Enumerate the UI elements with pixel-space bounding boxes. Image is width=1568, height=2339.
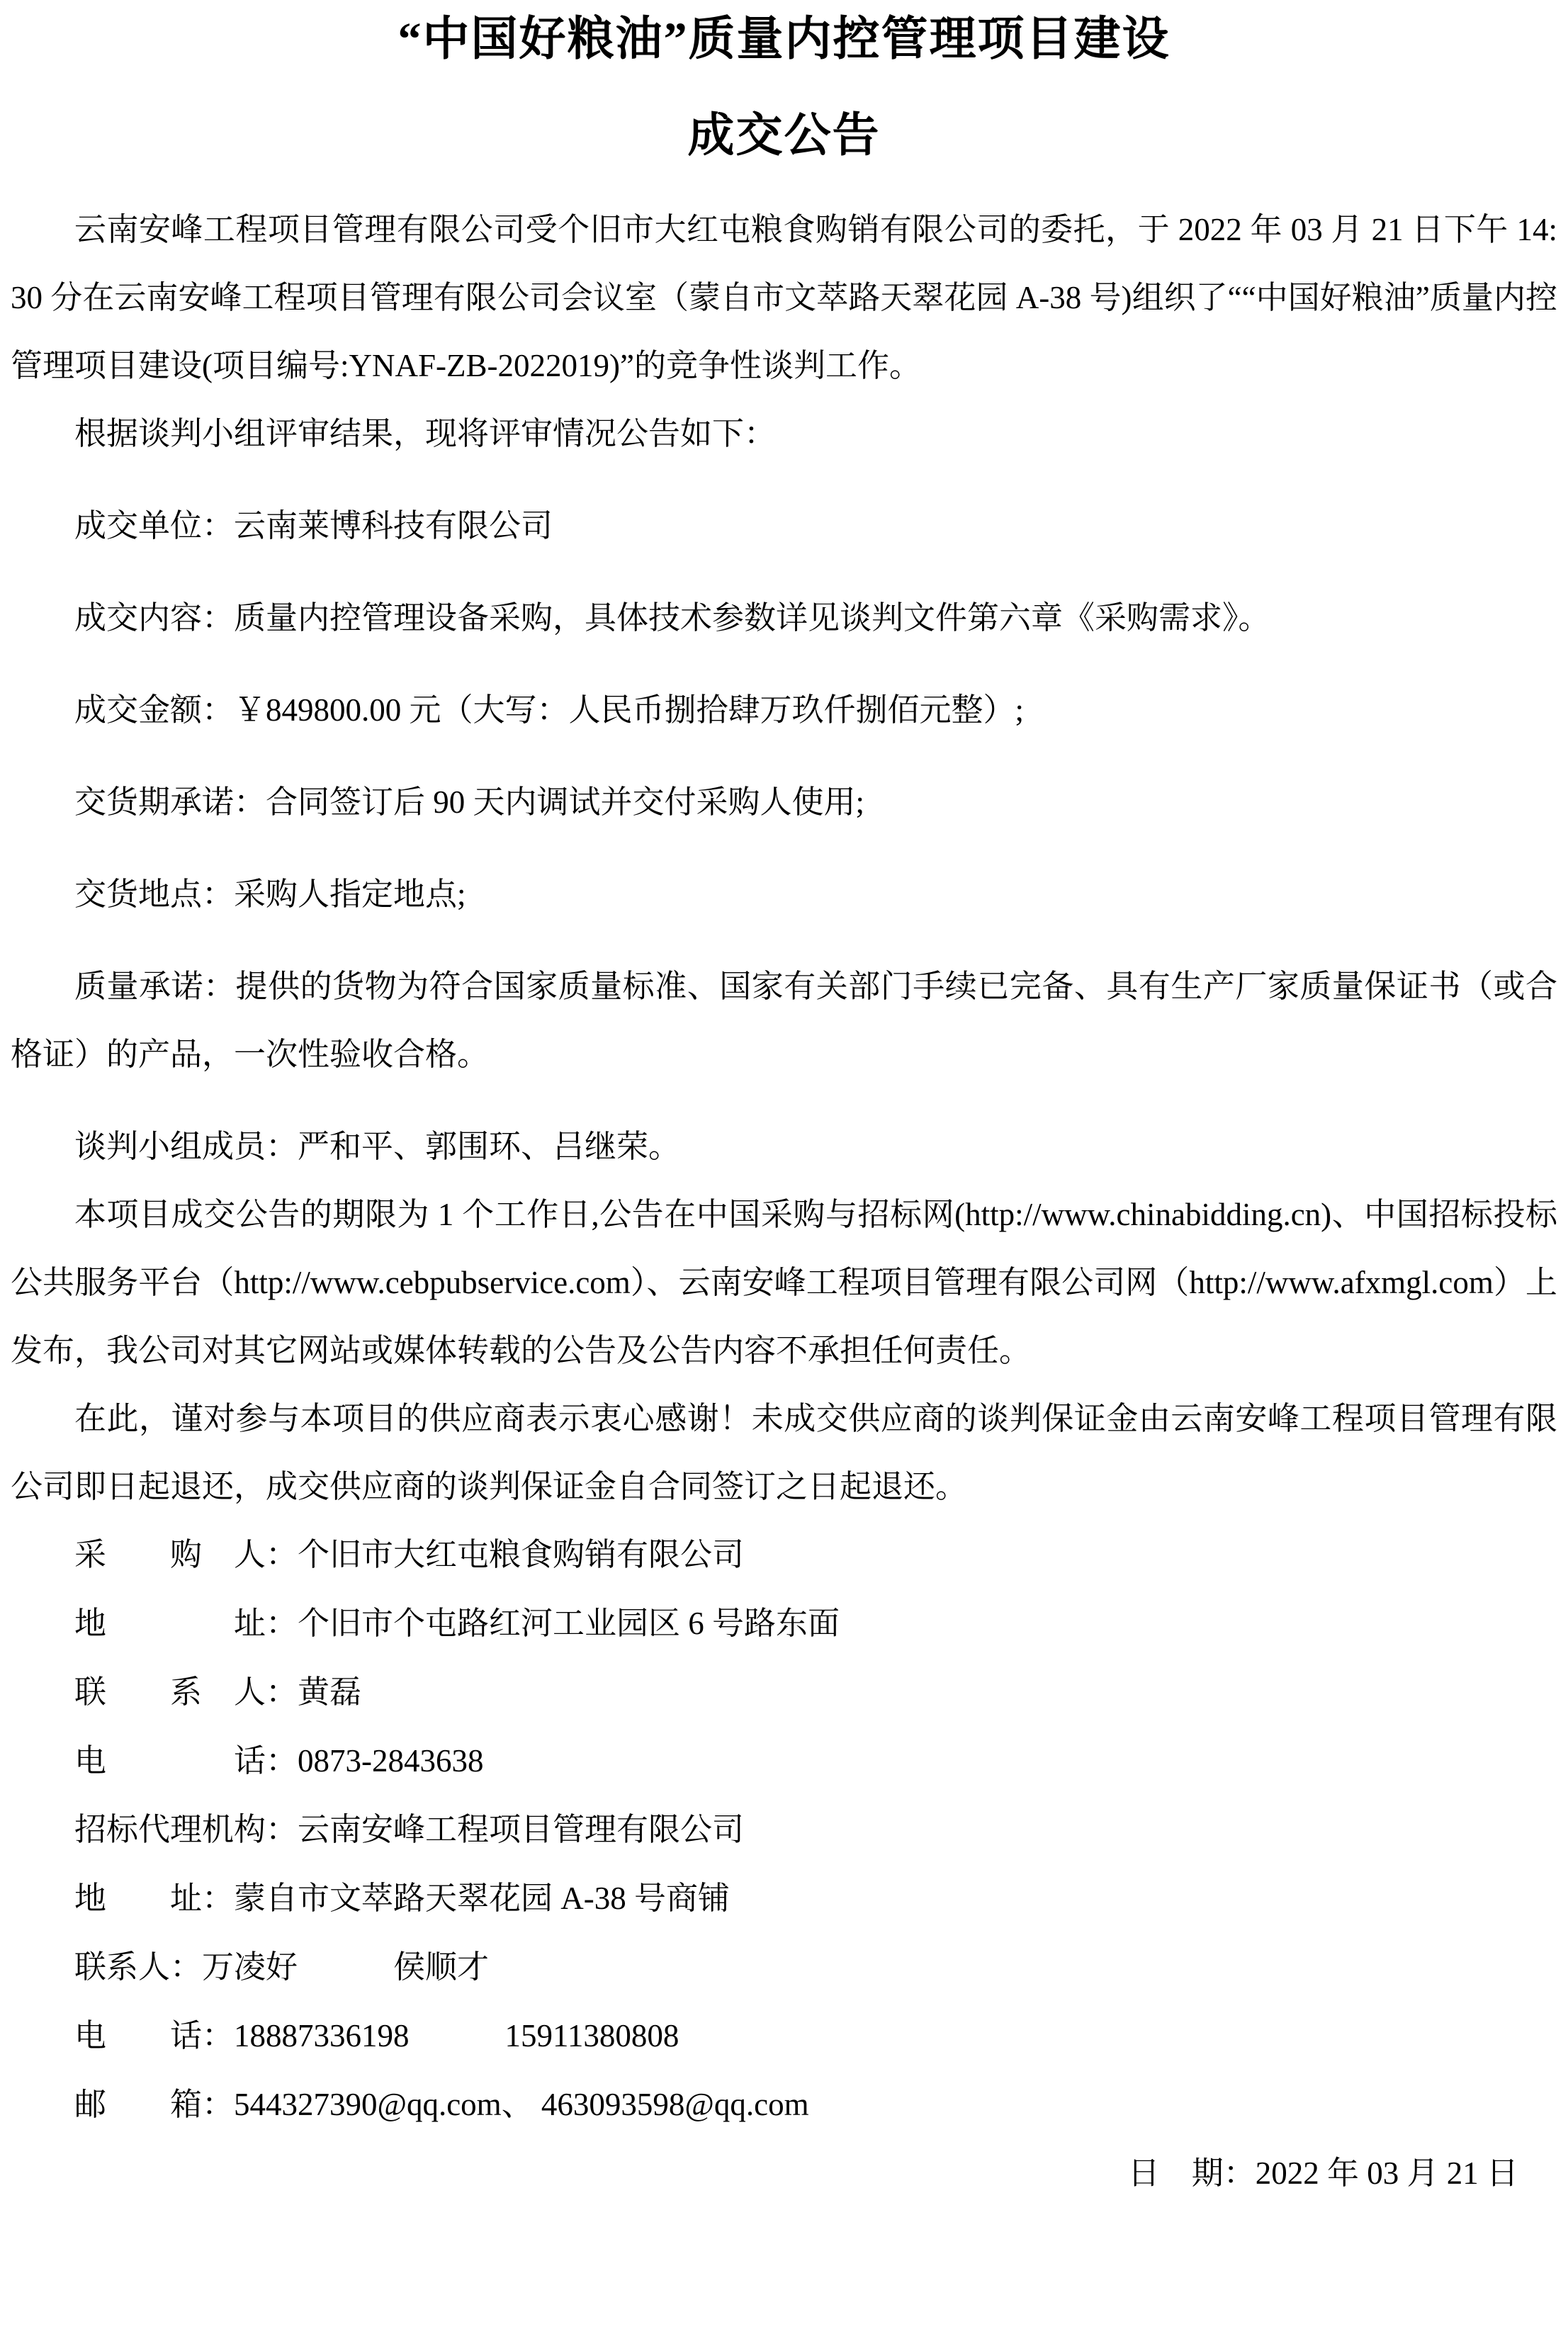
date-line: 日 期：2022 年 03 月 21 日	[1127, 2155, 1518, 2191]
award-item-winner: 成交单位：云南莱博科技有限公司	[74, 508, 553, 543]
buyer-address-line: 地 址：个旧市个屯路红河工业园区 6 号路东面	[74, 1606, 840, 1641]
publish-notice: 本项目成交公告的期限为 1 个工作日,公告在中国采购与招标网(http://www.chinabidding.cn)、中国招标投标公共服务平台（http://www.cebpubservice.com）、云南安峰工程项目管理有限公司网（http://www.afxmgl.com）上发布，我公司对其它网站或媒体转载的公告及公告内容不承担任何责任。	[11, 1197, 1557, 1368]
award-item-content: 成交内容：质量内控管理设备采购，具体技术参数详见谈判文件第六章《采购需求》。	[74, 600, 1270, 636]
award-item-quality-promise: 质量承诺：提供的货物为符合国家质量标准、国家有关部门手续已完备、具有生产厂家质量保证书（或合格证）的产品，一次性验收合格。	[11, 969, 1557, 1072]
award-item-amount: 成交金额：￥849800.00 元（大写：人民币捌拾肆万玖仟捌佰元整）;	[74, 692, 1025, 728]
award-item-delivery-place: 交货地点：采购人指定地点;	[74, 877, 466, 912]
document-subtitle: 成交公告	[687, 110, 881, 162]
intro-paragraph: 云南安峰工程项目管理有限公司受个旧市大红屯粮食购销有限公司的委托，于 2022 年 03 月 21 日下午 14:30 分在云南安峰工程项目管理有限公司会议室（蒙自市文萃路天翠花园 A-38 号)组织了““中国好粮油”质量内控管理项目建设(项目编号:YNAF-ZB-2022019)”的竞争性谈判工作。	[11, 212, 1557, 383]
buyer-name-line: 采 购 人：个旧市大红屯粮食购销有限公司	[74, 1537, 745, 1572]
award-item-delivery-term: 交货期承诺：合同签订后 90 天内调试并交付采购人使用;	[74, 784, 865, 820]
thanks-notice: 在此，谨对参与本项目的供应商表示衷心感谢！未成交供应商的谈判保证金由云南安峰工程项目管理有限公司即日起退还，成交供应商的谈判保证金自合同签订之日起退还。	[11, 1401, 1557, 1504]
review-note: 根据谈判小组评审结果，现将评审情况公告如下：	[74, 416, 777, 451]
buyer-contact-person-line: 联 系 人：黄磊	[74, 1674, 362, 1710]
agency-email-line: 邮 箱：544327390@qq.com、 463093598@qq.com	[74, 2087, 809, 2122]
agency-phone-line: 电 话：18887336198 15911380808	[74, 2018, 679, 2053]
buyer-phone-line: 电 话：0873-2843638	[74, 1743, 484, 1779]
award-item-negotiation-panel: 谈判小组成员：严和平、郭围环、吕继荣。	[74, 1129, 681, 1164]
agency-address-line: 地 址：蒙自市文萃路天翠花园 A-38 号商铺	[74, 1881, 730, 1916]
agency-name-line: 招标代理机构：云南安峰工程项目管理有限公司	[74, 1812, 745, 1847]
agency-contact-person-line: 联系人：万凌好 侯顺才	[74, 1949, 490, 1985]
document-title: “中国好粮油”质量内控管理项目建设	[397, 13, 1171, 65]
